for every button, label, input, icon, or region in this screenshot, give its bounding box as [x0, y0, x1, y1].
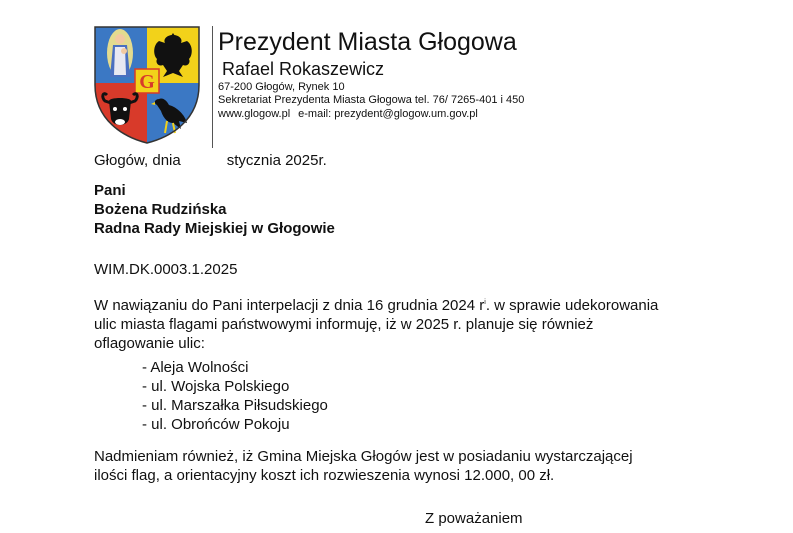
paragraph-line: Nadmieniam również, iż Gmina Miejska Głogów jest w posiadaniu wystarczającej [94, 448, 633, 465]
paragraph-line: ulic miasta flagami państwowymi informuję, iż w 2025 r. planuje się również [94, 316, 594, 333]
closing-salutation: Z poważaniem [425, 510, 523, 527]
paragraph-flags-cost [94, 447, 633, 485]
city-coat-of-arms [93, 25, 201, 145]
recipient-salutation: Pani [94, 182, 126, 199]
office-title: Prezydent Miasta Głogowa [218, 28, 517, 56]
footnote-marker: i [484, 299, 486, 306]
paragraph-interpellation [94, 293, 658, 353]
reference-number: WIM.DK.0003.1.2025 [94, 261, 238, 278]
contact-line [218, 108, 478, 121]
date-prefix: Głogów, dnia [94, 152, 181, 169]
header-divider [212, 26, 213, 148]
list-item: - ul. Marszałka Piłsudskiego [142, 397, 328, 414]
svg-text:G: G [139, 71, 155, 93]
email-link[interactable]: e-mail: prezydent@glogow.um.gov.pl [298, 108, 478, 120]
madonna-figure-icon [107, 29, 133, 77]
paragraph-line: ilości flag, a orientacyjny koszt ich rozwieszenia wynosi 12.000, 00 zł. [94, 467, 555, 484]
list-item: - ul. Wojska Polskiego [142, 378, 290, 395]
paragraph-line: oflagowanie ulic: [94, 335, 205, 352]
mayor-name: Rafael Rokaszewicz [222, 59, 385, 79]
paragraph-line: W nawiązaniu do Pani interpelacji z dnia 16 grudnia 2024 $r^i$. w sprawie udekorowania [94, 297, 659, 314]
list-item: - ul. Obrońców Pokoju [142, 416, 290, 433]
letter-date [94, 151, 327, 170]
recipient-name: Bożena Rudzińska [94, 201, 227, 218]
letter-g-emblem [135, 69, 159, 93]
list-item: - Aleja Wolności [142, 359, 249, 376]
streets-list [142, 358, 328, 434]
secretariat-phone: Sekretariat Prezydenta Miasta Głogowa tel. 76/ 7265-401 i 450 [218, 94, 525, 106]
recipient-title: Radna Rady Miejskiej w Głogowie [94, 220, 335, 237]
office-address: 67-200 Głogów, Rynek 10 [218, 81, 345, 93]
recipient-block [94, 181, 335, 238]
date-suffix: stycznia 2025r. [226, 152, 327, 169]
website-link[interactable]: www.glogow.pl [218, 108, 291, 120]
